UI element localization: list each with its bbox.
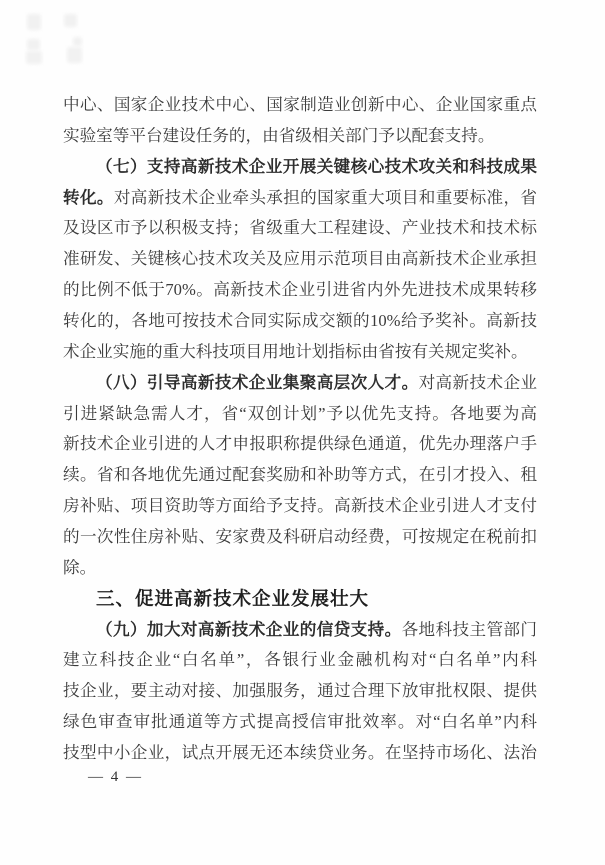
body-text-run: 转化的，各地可按技术合同实际成交额的10%给予奖补。高新技 — [63, 311, 537, 331]
scan-artifact — [27, 14, 41, 30]
section-heading-text: 三、促进高新技术企业发展壮大 — [96, 587, 370, 609]
body-text-run: 房补贴、项目资助等方面给予支持。高新技术企业引进人才支付 — [63, 496, 537, 516]
body-text-run: 中心、国家企业技术中心、国家制造业创新中心、企业国家重点 — [63, 95, 537, 114]
body-text-run: 技型中小企业，试点开展无还本续贷业务。在坚持市场化、法治 — [63, 743, 537, 763]
body-text-run: 技企业，要主动对接、加强服务，通过合理下放审批权限、提供 — [63, 681, 537, 701]
body-text-run: 对高新技术企业牵头承担的国家重大项目和重要标准，省 — [113, 187, 537, 207]
text-line — [63, 553, 537, 584]
bold-lead-run: 转化。 — [63, 187, 114, 207]
body-text-run: 术企业实施的重大科技项目用地计划指标由省按有关规定奖补。 — [63, 341, 528, 361]
scan-artifact — [26, 51, 42, 64]
body-text-run: 及设区市予以积极支持；省级重大工程建设、产业技术和技术标 — [63, 218, 537, 238]
body-text-run: 准研发、关键核心技术攻关及应用示范项目由高新技术企业承担 — [63, 249, 537, 269]
text-line — [63, 399, 537, 430]
text-line — [63, 707, 537, 738]
body-text-run: 对高新技术企业 — [418, 372, 537, 392]
text-line — [63, 306, 537, 337]
body-text-run: 建立科技企业“白名单”，各银行业金融机构对“白名单”内科 — [63, 650, 537, 670]
bold-lead-run: （七）支持高新技术企业开展关键核心技术攻关和科技成果 — [96, 156, 537, 176]
body-text-run: 的比例不低于70%。高新技术企业引进省内外先进技术成果转移 — [63, 280, 537, 300]
scan-artifact — [73, 37, 82, 46]
body-text-run: 绿色审查审批通道等方式提高授信审批效率。对“白名单”内科 — [63, 712, 537, 732]
body-text-run: 引进紧缺急需人才，省“双创计划”予以优先支持。各地要为高 — [63, 403, 537, 423]
text-line — [63, 676, 537, 707]
text-line — [63, 121, 537, 152]
scan-artifact — [27, 39, 40, 50]
text-line — [63, 337, 537, 368]
body-text-run: 实验室等平台建设任务的，由省级相关部门予以配套支持。 — [63, 125, 495, 145]
body-text-run: 新技术企业引进的人才申报职称提供绿色通道，优先办理落户手 — [63, 434, 537, 454]
body-text-run: 各地科技主管部门 — [401, 619, 537, 639]
page-number: — 4 — — [88, 769, 143, 785]
bold-lead-run: （八）引导高新技术企业集聚高层次人才。 — [96, 372, 419, 392]
text-line — [63, 491, 537, 522]
body-text-run: 的一次性住房补贴、安家费及科研启动经费，可按规定在税前扣 — [63, 527, 537, 547]
body-text-run: 续。省和各地优先通过配套奖励和补助等方式，在引才投入、租 — [63, 465, 537, 485]
text-line — [63, 522, 537, 553]
scan-artifact — [67, 47, 82, 63]
section-heading — [63, 584, 537, 615]
scan-artifact — [64, 14, 77, 27]
text-line-section-9-lead — [63, 615, 537, 646]
body-text-block — [63, 90, 537, 769]
text-line — [63, 213, 537, 244]
text-line — [63, 460, 537, 491]
text-line — [63, 645, 537, 676]
text-line — [63, 738, 537, 769]
text-line — [63, 275, 537, 306]
text-line — [63, 244, 537, 275]
body-text-run: 除。 — [63, 557, 97, 577]
text-line — [63, 90, 537, 121]
bold-lead-run: （九）加大对高新技术企业的信贷支持。 — [96, 619, 402, 639]
text-line-section-7-lead — [63, 152, 537, 183]
text-line-section-8-lead — [63, 368, 537, 399]
text-line — [63, 183, 537, 214]
text-line — [63, 429, 537, 460]
